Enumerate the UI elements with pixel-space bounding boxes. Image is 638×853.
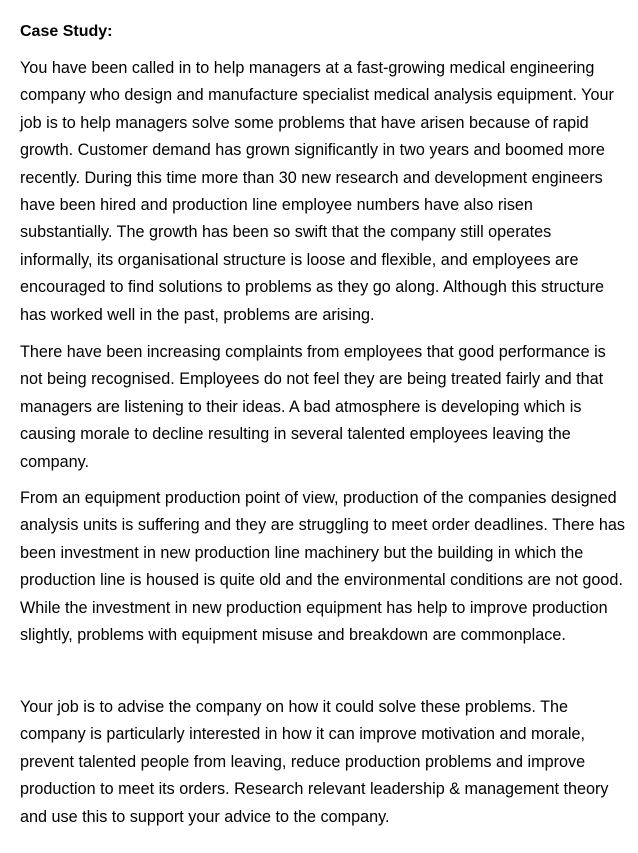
paragraph-line: been investment in new production line machinery but the building in which the xyxy=(20,543,584,562)
paragraph-production-issues xyxy=(20,485,625,649)
paragraph-line: growth. Customer demand has grown significantly in two years and boomed more xyxy=(20,141,605,160)
paragraph-line: There have been increasing complaints from employees that good performance is xyxy=(20,343,606,361)
paragraph-line: encouraged to find solutions to problems as they go along. Although this structure xyxy=(20,278,605,297)
paragraph-line: production to meet its orders. Research relevant leadership & management theory xyxy=(20,780,609,799)
paragraph-line: not being recognised. Employees do not feel they are being treated fairly and that xyxy=(20,370,604,389)
paragraph-line: recently. During this time more than 30 new research and development engineers xyxy=(20,168,603,187)
paragraph-company-background xyxy=(20,55,625,329)
paragraph-line: job is to help managers solve some problems that have arisen because of rapid xyxy=(20,113,589,132)
paragraph-line: prevent talented people from leaving, reduce production problems and improve xyxy=(20,752,586,771)
paragraph-line: You have been called in to help managers at a fast-growing medical engineering xyxy=(20,59,595,77)
paragraph-line: company. xyxy=(20,452,89,471)
paragraph-employee-complaints xyxy=(20,339,625,476)
paragraph-line: and use this to support your advice to the company. xyxy=(20,807,390,826)
paragraph-line: slightly, problems with equipment misuse and breakdown are commonplace. xyxy=(20,626,566,645)
paragraph-task-instructions xyxy=(20,694,625,831)
paragraph-line: substantially. The growth has been so swift that the company still operates xyxy=(20,223,552,242)
paragraph-line: managers are listening to their ideas. A bad atmosphere is developing which is xyxy=(20,397,582,416)
paragraph-line: analysis units is suffering and they are struggling to meet order deadlines. There has xyxy=(20,516,625,535)
paragraph-line: company is particularly interested in how it can improve motivation and morale, xyxy=(20,725,586,744)
paragraph-line: While the investment in new production equipment has help to improve production xyxy=(20,598,608,617)
paragraph-line: company who design and manufacture specialist medical analysis equipment. Your xyxy=(20,86,614,105)
paragraph-line: have been hired and production line employee numbers have also risen xyxy=(20,196,533,215)
paragraph-line: Your job is to advise the company on how it could solve these problems. The xyxy=(20,698,568,716)
case-study-heading: Case Study: xyxy=(20,23,113,40)
paragraph-line: production line is housed is quite old and the environmental conditions are not good. xyxy=(20,571,623,590)
paragraph-line: causing morale to decline resulting in several talented employees leaving the xyxy=(20,425,571,444)
paragraph-line: has worked well in the past, problems are arising. xyxy=(20,305,375,324)
paragraph-line: informally, its organisational structure is loose and flexible, and employees are xyxy=(20,250,579,269)
paragraph-line: From an equipment production point of view, production of the companies designed xyxy=(20,489,617,507)
